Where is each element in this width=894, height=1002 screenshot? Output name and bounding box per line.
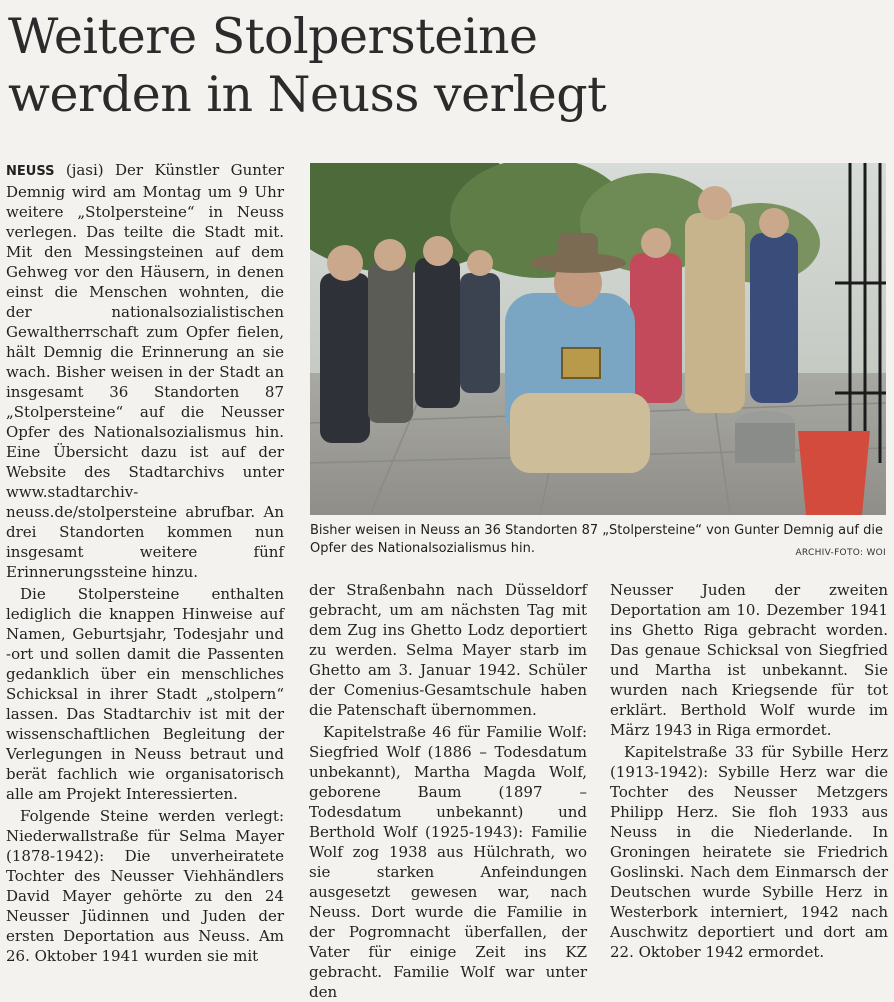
article-column-1	[6, 160, 284, 966]
paragraph-3: Folgende Steine werden verlegt: Niederwallstraße für Selma Mayer (1878-1942): Die unverheiratete Tochter des Neusser Viehhändlers David Mayer gehörte zu den 24 Neusser Jüdinnen und Juden der ersten Deportation aus Neuss. Am 26. Oktober 1941 wurden sie mit	[6, 807, 284, 965]
article-column-2	[309, 580, 587, 1002]
article-headline: Weitere Stolpersteine werden in Neuss verlegt	[8, 8, 607, 123]
paragraph-5: Kapitelstraße 33 für Sybille Herz (1913-1942): Sybille Herz war die Tochter des Neusser Metzgers Philipp Herz. Sie floh 1933 aus Neuss in die Niederlande. In Groningen heiratete sie Friedrich Goslinski. Nach dem Einmarsch der Deutschen wurde Sybille Herz in Westerbork interniert, 1942 nach Auschwitz deportiert und dort am 22. Oktober 1942 ermordet.	[610, 743, 888, 961]
paragraph-2: Die Stolpersteine enthalten lediglich die knappen Hinweise auf Namen, Geburtsjahr, Todesjahr und -ort und sollen damit die Passenten gedanklich über ein menschliches Schicksal in ihrer Stadt „stolpern“ lassen. Das Stadtarchiv ist mit der wissenschaftlichen Begleitung der Verlegungen in Neuss betraut und berät fachlich wie organisatorisch alle am Projekt Interessierten.	[6, 585, 284, 803]
author-tag: (jasi)	[65, 161, 104, 179]
article-column-3	[610, 580, 888, 962]
paragraph-4: Kapitelstraße 46 für Familie Wolf: Siegfried Wolf (1886 – Todesdatum unbekannt), Martha Magda Wolf, geborene Baum (1897 – Todesdatum unbekannt) und Berthold Wolf (1925-1943): Familie Wolf zog 1938 aus Hülchrath, wo sie starken Anfeindungen ausgesetzt gewesen war, nach Neuss. Dort wurde die Familie in der Pogromnacht überfallen, der Vater für einige Zeit ins KZ gebracht. Familie Wolf war unter den	[309, 723, 587, 1001]
photo-credit: ARCHIV-FOTO: WOI	[795, 548, 886, 558]
dateline: NEUSS	[6, 164, 55, 179]
photo-caption: Bisher weisen in Neuss an 36 Standorten 87 „Stolpersteine“ von Gunter Demnig auf die Opfer des Nationalsozialismus hin.	[310, 523, 883, 556]
paragraph-3-continued: der Straßenbahn nach Düsseldorf gebracht, um am nächsten Tag mit dem Zug ins Ghetto Lodz deportiert zu werden. Selma Mayer starb im Ghetto am 3. Januar 1942. Schüler der Comenius-Gesamtschule haben die Patenschaft übernommen.	[309, 581, 587, 719]
paragraph-4-continued: Neusser Juden der zweiten Deportation am 10. Dezember 1941 ins Ghetto Riga gebracht worden. Das genaue Schicksal von Siegfried und Martha ist unbekannt. Sie wurden nach Kriegsende für tot erklärt. Berthold Wolf wurde im März 1943 in Riga ermordet.	[610, 581, 888, 739]
lead-paragraph	[6, 160, 284, 582]
lead-text: Der Künstler Gunter Demnig wird am Montag um 9 Uhr weitere „Stolpersteine“ in Neuss verlegen. Das teilte die Stadt mit. Mit den Messingsteinen auf dem Gehweg vor den Häusern, in denen einst die Menschen wohnten, die der nationalsozialistischen Gewaltherrschaft zum Opfer fielen, hält Demnig die Erinnerung an sie wach. Bisher weisen in der Stadt an insgesamt 36 Standorten 87 „Stolpersteine“ auf die Neusser Opfer des Nationalsozialismus hin. Eine Übersicht dazu ist auf der Website des Stadtarchivs unter www.stadtarchiv-neuss.de/stolpersteine abrufbar. An drei Standorten kommen nun insgesamt weitere fünf Erinnerungssteine hinzu.	[6, 161, 284, 581]
article-photo	[310, 163, 886, 515]
